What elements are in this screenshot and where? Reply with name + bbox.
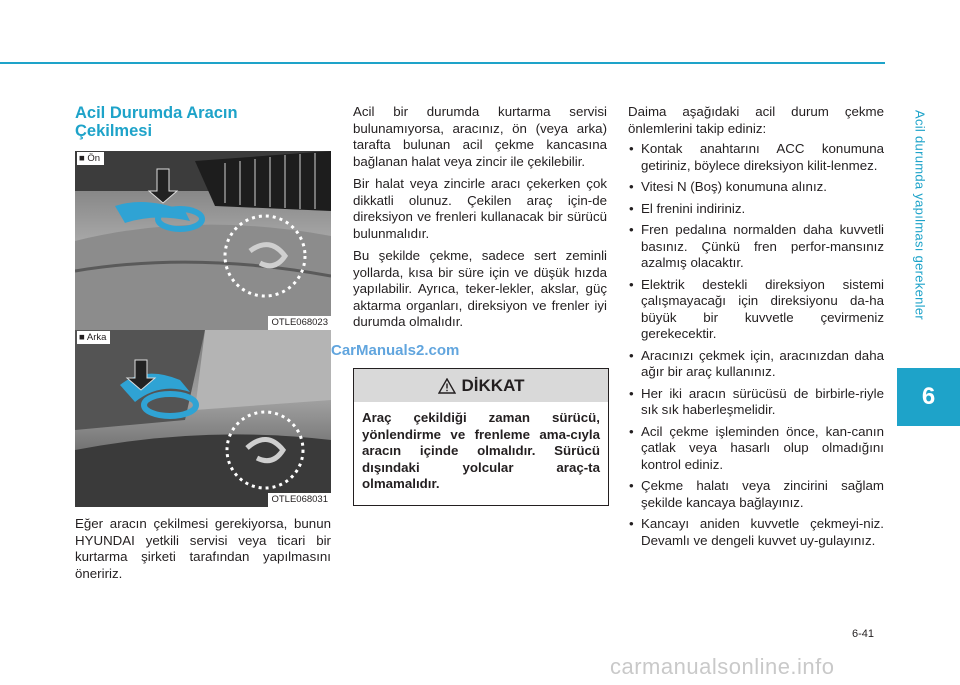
precautions-intro: Daima aşağıdaki acil durum çekme önlemlerini takip ediniz: [628, 104, 884, 136]
list-item: • Her iki aracın sürücüsü de birbirle-riyle sık sık haberleşmelidir. [628, 386, 884, 419]
chapter-tab[interactable] [897, 368, 960, 426]
paragraph: Bu şekilde çekme, sadece sert zeminli yollarda, kısa bir süre için ve düşük hızda yapılabilir. Ayrıca, teker-lekler, akslar, güç aktarma organları, direksiyon ve frenler iyi durumda olmalıdır. [353, 248, 607, 329]
footer-watermark: carmanualsonline.info [610, 654, 835, 679]
column-3-text [628, 104, 884, 554]
list-item: • Aracınızı çekmek için, aracınızdan daha ağır bir araç kullanınız. [628, 348, 884, 381]
front-figure-code: OTLE068023 [268, 316, 331, 330]
paragraph: Bir halat veya zincirle aracı çekerken çok dikkatli olunuz. Çekilen araç için-de direksiyon ve frenleri kullanacak bir sürücü bulunmalıdır. [353, 176, 607, 241]
warning-title: DİKKAT [461, 375, 525, 395]
list-item: • Acil çekme işleminden önce, kan-canın çatlak veya hasarlı olup olmadığını kontrol ediniz. [628, 424, 884, 474]
precautions-list [628, 141, 884, 549]
sidebar-section-label: Acil durumda yapılması gerekenler [912, 109, 928, 321]
list-item: • Fren pedalına normalden daha kuvvetli basınız. Çünkü fren perfor-mansınız azalmış olacaktır. [628, 222, 884, 272]
rear-figure-label: ■ Arka [77, 331, 110, 344]
inline-watermark: CarManuals2.com [331, 342, 460, 359]
column-1-text [75, 516, 331, 582]
warning-box [353, 368, 609, 506]
header-rule [0, 62, 885, 64]
page-number: 6-41 [852, 628, 875, 640]
rear-figure-code: OTLE068031 [268, 493, 331, 507]
warning-triangle-icon [438, 378, 456, 394]
chapter-number: 6 [921, 383, 936, 410]
rear-tow-hook-figure [75, 330, 331, 507]
front-tow-hook-illustration [75, 151, 331, 330]
towing-recommendation-paragraph: Eğer aracın çekilmesi gerekiyorsa, bunun HYUNDAI yetkili servisi veya ticari bir kurtarma şirketi tarafından yapılmasını öneririz. [75, 516, 331, 581]
list-item: • Çekme halatı veya zincirini sağlam şekilde kancaya bağlayınız. [628, 478, 884, 511]
list-item: • Kontak anahtarını ACC konumuna getiriniz, böylece direksiyon kilit-lenmez. [628, 141, 884, 174]
section-title-line2: Çekilmesi [75, 122, 153, 140]
column-2-text [353, 104, 607, 337]
section-title [75, 104, 315, 140]
paragraph: Acil bir durumda kurtarma servisi bulunamıyorsa, aracınız, ön (veya arka) tarafta bulunan acil çekme kancasına bağlanan halat veya zincir ile çekilebilir. [353, 104, 607, 169]
list-item: • Vitesi N (Boş) konumuna alınız. [628, 179, 884, 196]
section-title-line1: Acil Durumda Aracın [75, 104, 238, 122]
warning-header [354, 369, 608, 402]
list-item: • Kancayı aniden kuvvetle çekmeyi-niz. Devamlı ve dengeli kuvvet uy-gulayınız. [628, 516, 884, 549]
front-figure-label: ■ Ön [77, 152, 104, 165]
warning-text: Araç çekildiği zaman sürücü, yönlendirme ve frenleme ama-cıyla aracın içinde olmalıdır. Sürücü dışındaki yolcular araç-ta olmamalıdır. [362, 410, 600, 491]
sidebar-section-title [895, 70, 945, 360]
front-tow-hook-figure [75, 151, 331, 330]
rear-tow-hook-illustration [75, 330, 331, 507]
list-item: • Elektrik destekli direksiyon sistemi çalışmayacağı için direksiyonu da-ha büyük bir kuvvetle çevirmeniz gerekecektir. [628, 277, 884, 343]
list-item: • El frenini indiriniz. [628, 201, 884, 218]
